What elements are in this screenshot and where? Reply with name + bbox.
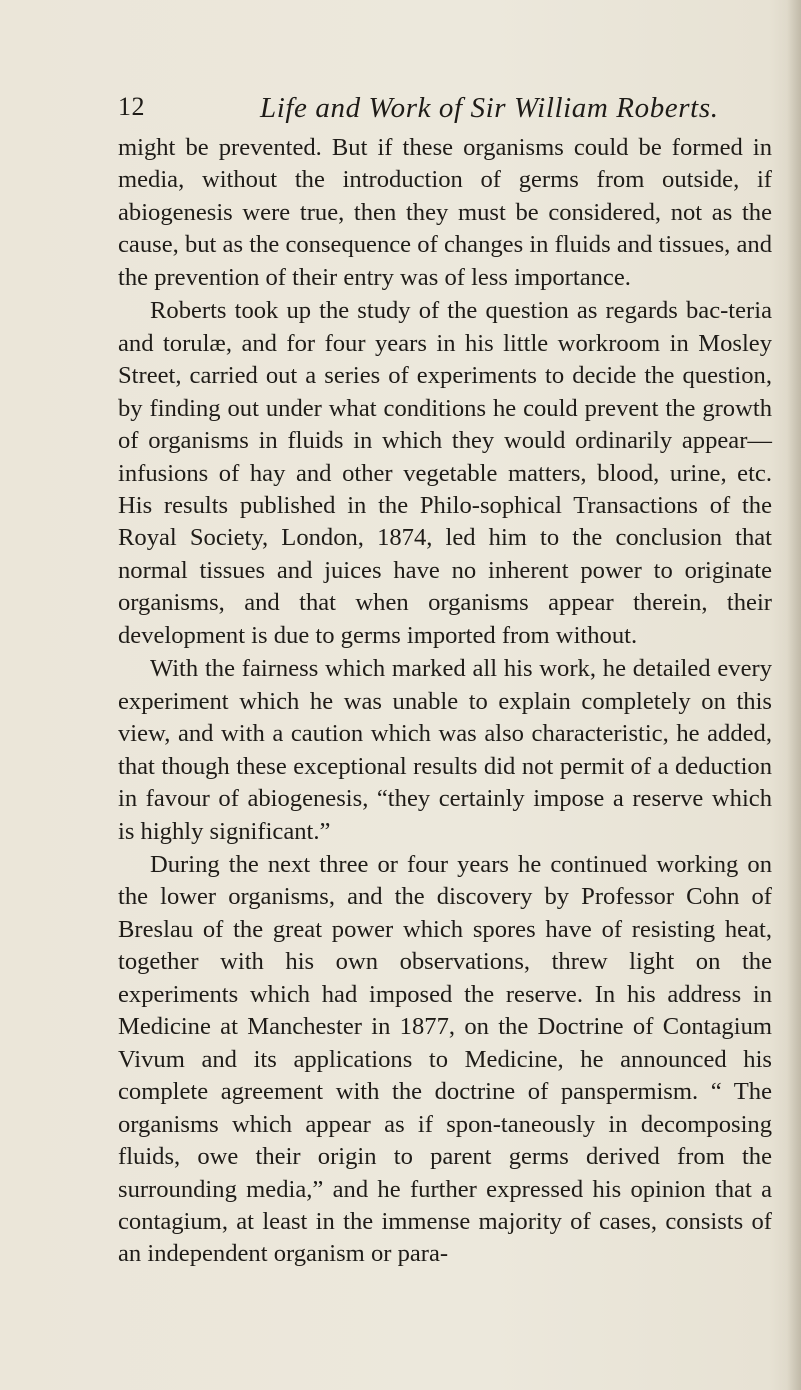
paragraph-2: Roberts took up the study of the question as regards bac-teria and torulæ, and for four years in his little workroom in Mosley Street, carried out a series of experiments to decide the question, by finding out under what conditions he could prevent the growth of organisms in fluids in which they would ordinarily appear—infusions of hay and other vegetable matters, blood, urine, etc. His results published in the Philo-sophical Transactions of the Royal Society, London, 1874, led him to the conclusion that normal tissues and juices have no inherent power to originate organisms, and that when organisms appear therein, their development is due to germs imported from without.: [118, 297, 772, 649]
running-title: Life and Work of Sir William Roberts.: [260, 92, 719, 124]
page-edge-shadow: [787, 0, 801, 1390]
page-header: [118, 92, 758, 132]
page-number: 12: [118, 92, 145, 121]
body-text: [118, 132, 772, 1271]
paragraph-3: With the fairness which marked all his work, he detailed every experiment which he was unable to explain completely on this view, and with a caution which was also characteristic, he added, that though these exceptional results did not permit of a deduction in favour of abiogenesis, “they certainly impose a reserve which is highly significant.”: [118, 655, 772, 845]
paragraph-1: might be prevented. But if these organisms could be formed in media, without the introduction of germs from outside, if abiogenesis were true, then they must be considered, not as the cause, but as the consequence of changes in fluids and tissues, and the prevention of their entry was of less importance.: [118, 134, 772, 291]
paragraph-4: During the next three or four years he continued working on the lower organisms, and the discovery by Professor Cohn of Breslau of the great power which spores have of resisting heat, together with his own observations, threw light on the experiments which had imposed the reserve. In his address in Medicine at Manchester in 1877, on the Doctrine of Contagium Vivum and its applications to Medicine, he announced his complete agreement with the doctrine of panspermism. “ The organisms which appear as if spon-taneously in decomposing fluids, owe their origin to parent germs derived from the surrounding media,” and he further expressed his opinion that a contagium, at least in the immense majority of cases, consists of an independent organism or para-: [118, 850, 772, 1268]
